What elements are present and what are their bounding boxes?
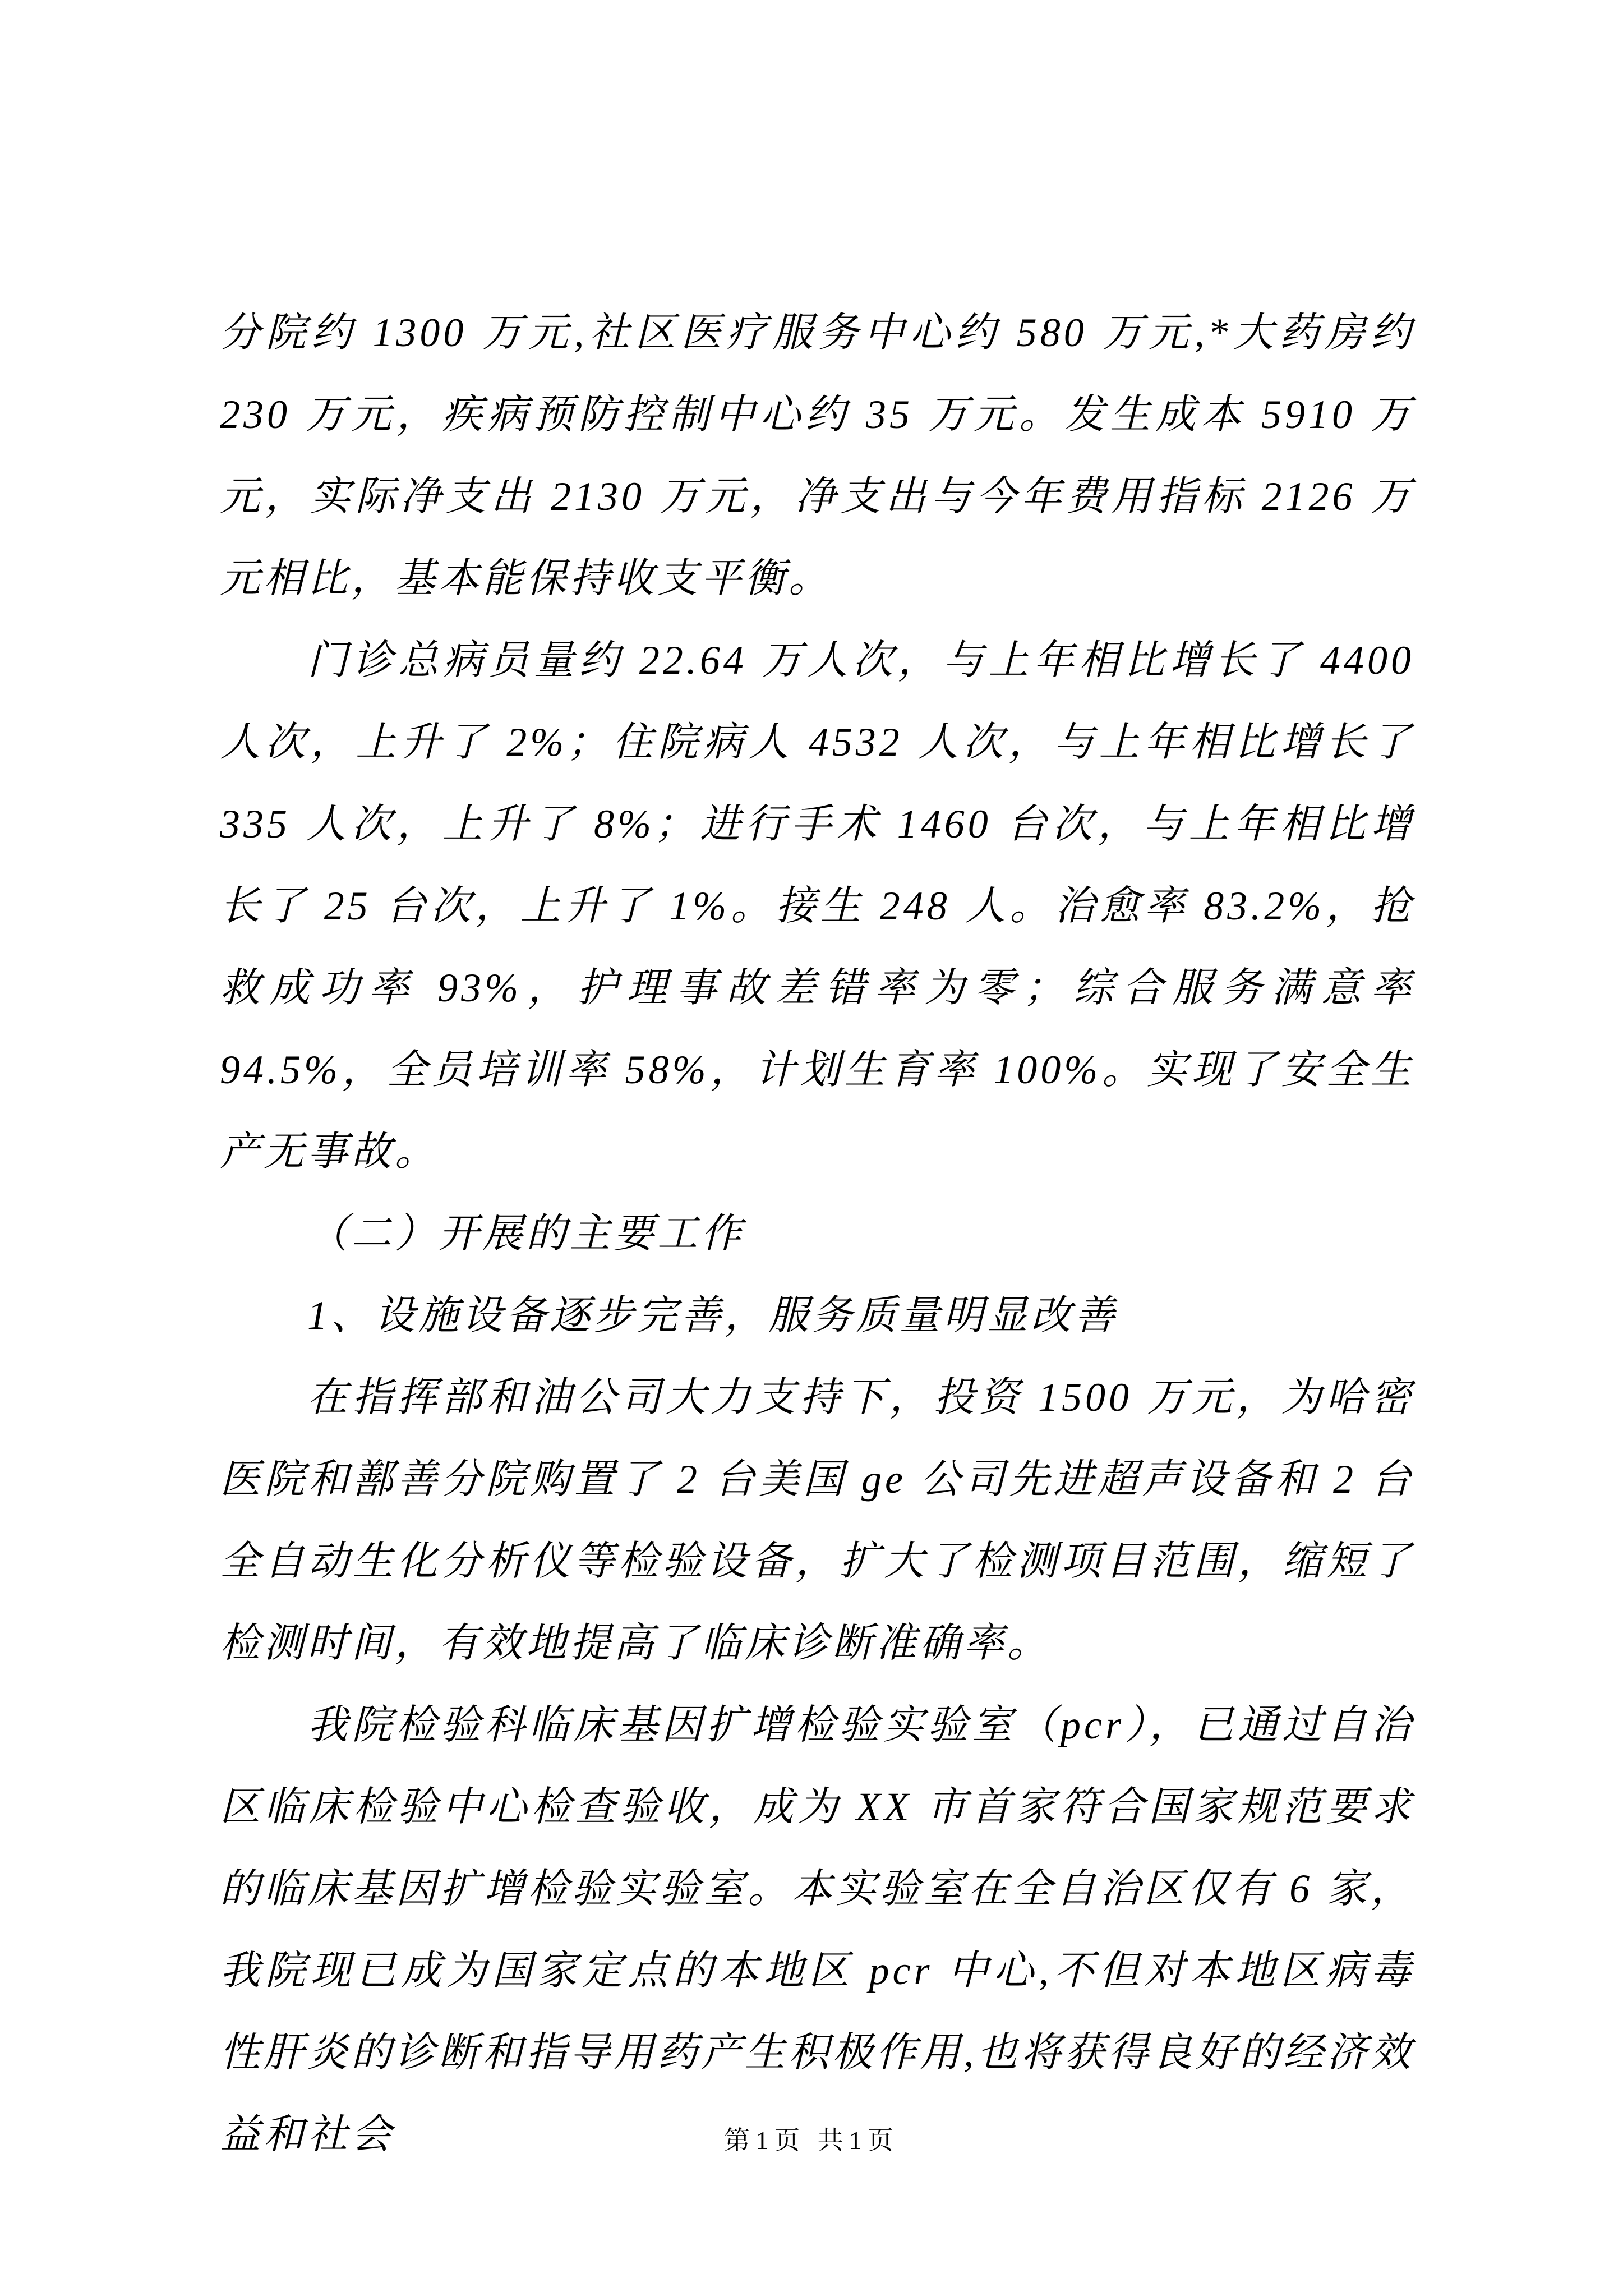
subsection-heading-paragraph: 1、设施设备逐步完善，服务质量明显改善 (307, 1293, 1119, 1338)
body-paragraph: 我院检验科临床基因扩增检验实验室（pcr），已通过自治区临床检验中心检查验收，成为 XX 市首家符合国家规范要求的临床基因扩增检验实验室。本实验室在全自治区仅有 6 家，我院现已成为国家定点的本地区 pcr 中心,不但对本地区病毒性肝炎的诊断和指导用药产生积极作用,也将获得良好的经济效益和社会 (220, 1703, 1415, 2157)
section-heading-paragraph: （二）开展的主要工作 (307, 1211, 745, 1256)
page-number-footer: 第1页 共1页 (724, 2126, 899, 2155)
body-paragraph: 在指挥部和油公司大力支持下，投资 1500 万元，为哈密医院和鄯善分院购置了 2 台美国 ge 公司先进超声设备和 2 台全自动生化分析仪等检验设备，扩大了检测项目范围，缩短了检测时间，有效地提高了临床诊断准确率。 (220, 1375, 1414, 1665)
body-paragraph: 门诊总病员量约 22.64 万人次，与上年相比增长了 4400 人次，上升了 2%；住院病人 4532 人次，与上年相比增长了 335 人次，上升了 8%；进行手术 1460 台次，与上年相比增长了 25 台次，上升了 1%。接生 248 人。治愈率 83.2%，抢救成功率 93%，护理事故差错率为零；综合服务满意率 94.5%，全员培训率 58%，计划生育率 100%。实现了安全生产无事故。 (220, 638, 1414, 1174)
body-paragraph: 分院约 1300 万元,社区医疗服务中心约 580 万元,*大药房约 230 万元，疾病预防控制中心约 35 万元。发生成本 5910 万元，实际净支出 2130 万元，净支出与今年费用指标 2126 万元相比，基本能保持收支平衡。 (220, 310, 1414, 601)
document-body (220, 292, 1414, 2175)
